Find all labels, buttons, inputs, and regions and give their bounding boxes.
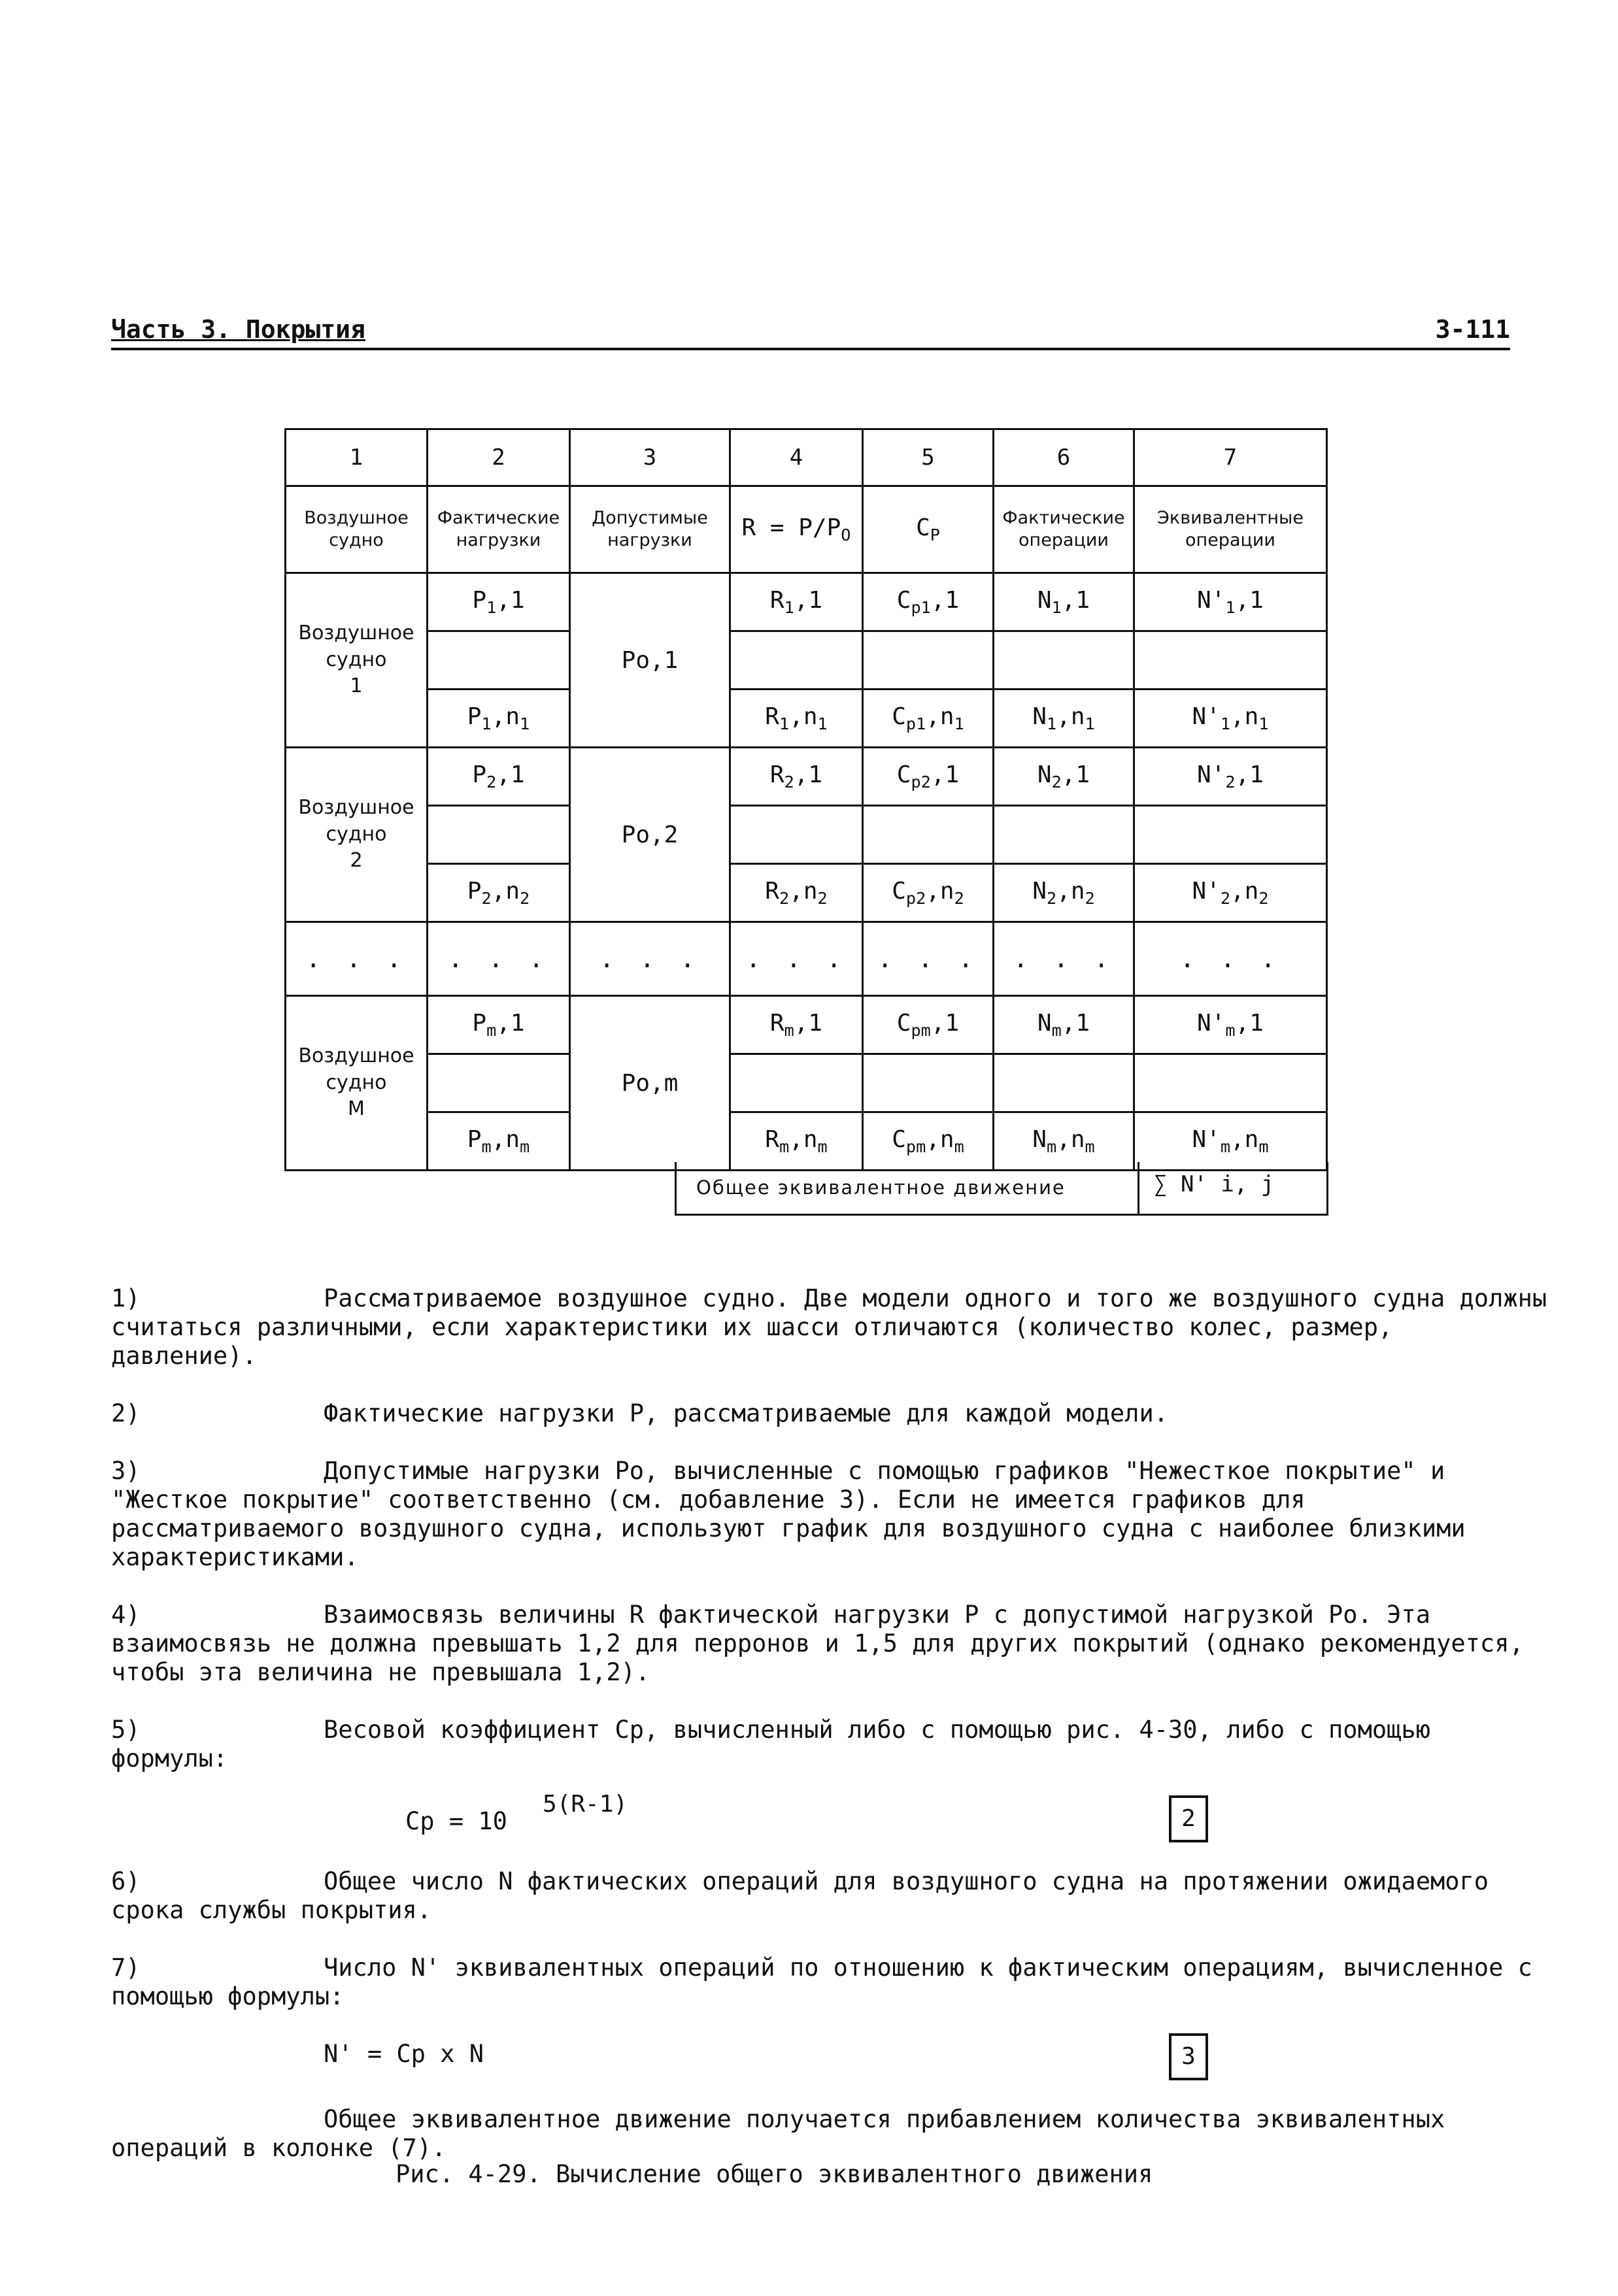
actual-load-first: $P_1,1$ — [428, 573, 570, 631]
ellipsis-cell: . . . — [570, 922, 730, 996]
equivalent-traffic-table — [284, 428, 1328, 1171]
coef-last: $C_{p2},n_2$ — [863, 864, 994, 922]
total-formula: ∑ N' i, j — [1154, 1171, 1275, 1197]
note-2: 2) Фактические нагрузки P, рассматриваемые для каждой модели. — [111, 1399, 1169, 1427]
aircraft-row — [286, 1054, 1327, 1112]
formula-2 — [111, 1791, 1549, 1848]
figure-caption: Рис. 4-29. Вычисление общего эквивалентного движения — [396, 2160, 1153, 2188]
header-weight-coef: $C_P$ — [863, 486, 994, 573]
header-actual-loads: Фактические нагрузки — [428, 486, 570, 573]
ratio-mid — [730, 806, 863, 864]
equivalent-mid — [1134, 806, 1327, 864]
ellipsis-row — [286, 922, 1327, 996]
aircraft-row — [286, 864, 1327, 922]
column-number-5: 5 — [863, 429, 994, 486]
note-text: Число N' эквивалентных операций по отношению к фактическим операциям, вычисленное с помощью формулы: — [111, 1954, 1532, 2010]
ratio-first: $R_m,1$ — [730, 996, 863, 1054]
operations-first: $N_1,1$ — [994, 573, 1134, 631]
operations-first: $N_2,1$ — [994, 748, 1134, 806]
actual-load-mid — [428, 631, 570, 690]
equivalent-first: $N'_m,1$ — [1134, 996, 1327, 1054]
formula-ref: 3 — [1169, 2033, 1205, 2080]
aircraft-row — [286, 631, 1327, 690]
coef-mid — [863, 806, 994, 864]
coef-last: $C_{pm},n_m$ — [863, 1112, 994, 1171]
ellipsis-cell: . . . — [286, 922, 428, 996]
column-number-3: 3 — [570, 429, 730, 486]
total-equivalent-row — [675, 1162, 1328, 1216]
page-header — [111, 314, 1510, 350]
operations-last: $N_m,n_m$ — [994, 1112, 1134, 1171]
actual-load-mid — [428, 806, 570, 864]
header-allowable-loads: Допустимые нагрузки — [570, 486, 730, 573]
equivalent-last: $N'_m,n_m$ — [1134, 1112, 1327, 1171]
coef-first: $C_{pm},1$ — [863, 996, 994, 1054]
equivalent-last: $N'_1,n_1$ — [1134, 690, 1327, 748]
operations-mid — [994, 1054, 1134, 1112]
note-1: 1) Рассматриваемое воздушное судно. Две модели одного и того же воздушного судна должны считаться различными, если характеристики их шасси отличаются (количество колес, размер, давление). — [111, 1284, 1547, 1370]
operations-last: $N_1,n_1$ — [994, 690, 1134, 748]
ellipsis-cell: . . . — [994, 922, 1134, 996]
note-final — [111, 2105, 1549, 2163]
column-number-row — [286, 429, 1327, 486]
actual-load-last: $P_2,n_2$ — [428, 864, 570, 922]
aircraft-label: Воздушное судно M — [286, 996, 428, 1171]
ratio-last: $R_1,n_1$ — [730, 690, 863, 748]
operations-mid — [994, 631, 1134, 690]
equivalent-first: $N'_2,1$ — [1134, 748, 1327, 806]
ratio-mid — [730, 631, 863, 690]
aircraft-label: Воздушное судно 1 — [286, 573, 428, 748]
equivalent-last: $N'_2,n_2$ — [1134, 864, 1327, 922]
aircraft-row — [286, 996, 1327, 1054]
column-header-row — [286, 486, 1327, 573]
aircraft-row — [286, 690, 1327, 748]
note-text: Общее эквивалентное движение получается прибавлением количества эквивалентных операций в колонке (7). — [111, 2105, 1445, 2162]
coef-mid — [863, 631, 994, 690]
operations-last: $N_2,n_2$ — [994, 864, 1134, 922]
coef-first: $C_{p2},1$ — [863, 748, 994, 806]
coef-mid — [863, 1054, 994, 1112]
equivalent-mid — [1134, 631, 1327, 690]
ellipsis-cell: . . . — [1134, 922, 1327, 996]
page-number: 3-111 — [1435, 315, 1510, 344]
total-separator — [1138, 1162, 1139, 1214]
header-ratio: $R = P/P_O$ — [730, 486, 863, 573]
aircraft-row — [286, 806, 1327, 864]
aircraft-row — [286, 748, 1327, 806]
formula-ref: 2 — [1169, 1795, 1205, 1842]
header-actual-operations: Фактические операции — [994, 486, 1134, 573]
column-number-7: 7 — [1134, 429, 1327, 486]
note-text: Взаимосвязь величины R фактической нагрузки P с допустимой нагрузкой Po. Эта взаимосвязь не должна превышать 1,2 для перронов и 1,5 для других покрытий (однако рекомендуется, чтобы эта величина не превышала 1,2). — [111, 1601, 1524, 1686]
note-text: Общее число N фактических операций для воздушного судна на протяжении ожидаемого срока службы покрытия. — [111, 1867, 1489, 1924]
allowable-load: Po,1 — [570, 573, 730, 748]
formula-base: Cp = 10 — [405, 1807, 507, 1835]
operations-mid — [994, 806, 1134, 864]
note-text: Рассматриваемое воздушное судно. Две модели одного и того же воздушного судна должны считаться различными, если характеристики их шасси отличаются (количество колес, размер, давление). — [111, 1284, 1547, 1370]
section-title: Часть 3. Покрытия — [111, 315, 365, 344]
equivalent-mid — [1134, 1054, 1327, 1112]
ratio-last: $R_2,n_2$ — [730, 864, 863, 922]
column-number-2: 2 — [428, 429, 570, 486]
actual-load-last: $P_1,n_1$ — [428, 690, 570, 748]
ellipsis-cell: . . . — [863, 922, 994, 996]
note-7: 7) Число N' эквивалентных операций по отношению к фактическим операциям, вычисленное с помощью формулы: — [111, 1954, 1532, 2010]
ratio-mid — [730, 1054, 863, 1112]
note-text: Весовой коэффициент Cp, вычисленный либо с помощью рис. 4-30, либо с помощью формулы: — [111, 1716, 1430, 1772]
allowable-load: Po,m — [570, 996, 730, 1171]
aircraft-row — [286, 573, 1327, 631]
allowable-load: Po,2 — [570, 748, 730, 922]
note-5: 5) Весовой коэффициент Cp, вычисленный либо с помощью рис. 4-30, либо с помощью формулы: — [111, 1716, 1430, 1772]
actual-load-first: $P_m,1$ — [428, 996, 570, 1054]
formula-exponent: 5(R-1) — [543, 1791, 628, 1818]
note-text: Допустимые нагрузки Po, вычисленные с помощью графиков "Нежесткое покрытие" и "Жесткое покрытие" соответственно (см. добавление 3). Если не имеется графиков для рассматриваемого воздушного судна, используют график для воздушного судна с наиболее близкими характеристиками. — [111, 1457, 1466, 1571]
notes — [111, 1284, 1549, 2191]
note-3: 3) Допустимые нагрузки Po, вычисленные с помощью графиков "Нежесткое покрытие" и "Жесткое покрытие" соответственно (см. добавление 3). Если не имеется графиков для рассматриваемого воздушного судна, используют график для воздушного судна с наиболее близкими характеристиками. — [111, 1457, 1466, 1571]
ratio-first: $R_2,1$ — [730, 748, 863, 806]
formula-3 — [111, 2033, 1549, 2086]
actual-load-mid — [428, 1054, 570, 1112]
equivalent-first: $N'_1,1$ — [1134, 573, 1327, 631]
header-aircraft: Воздушное судно — [286, 486, 428, 573]
column-number-6: 6 — [994, 429, 1134, 486]
column-number-4: 4 — [730, 429, 863, 486]
ratio-first: $R_1,1$ — [730, 573, 863, 631]
operations-first: $N_m,1$ — [994, 996, 1134, 1054]
total-label: Общее эквивалентное движение — [696, 1176, 1066, 1199]
aircraft-label: Воздушное судно 2 — [286, 748, 428, 922]
note-4: 4) Взаимосвязь величины R фактической нагрузки P с допустимой нагрузкой Po. Эта взаимосвязь не должна превышать 1,2 для перронов и 1,5 для других покрытий (однако рекомендуется, чтобы эта величина не превышала 1,2). — [111, 1601, 1524, 1686]
coef-last: $C_{p1},n_1$ — [863, 690, 994, 748]
note-6: 6) Общее число N фактических операций для воздушного судна на протяжении ожидаемого срока службы покрытия. — [111, 1867, 1489, 1924]
formula-base: N' = Cp x N — [324, 2040, 484, 2068]
actual-load-first: $P_2,1$ — [428, 748, 570, 806]
coef-first: $C_{p1},1$ — [863, 573, 994, 631]
note-text: Фактические нагрузки P, рассматриваемые для каждой модели. — [324, 1399, 1169, 1427]
header-equivalent-operations: Эквивалентные операции — [1134, 486, 1327, 573]
ellipsis-cell: . . . — [730, 922, 863, 996]
actual-load-last: $P_m,n_m$ — [428, 1112, 570, 1171]
ratio-last: $R_m,n_m$ — [730, 1112, 863, 1171]
column-number-1: 1 — [286, 429, 428, 486]
ellipsis-cell: . . . — [428, 922, 570, 996]
